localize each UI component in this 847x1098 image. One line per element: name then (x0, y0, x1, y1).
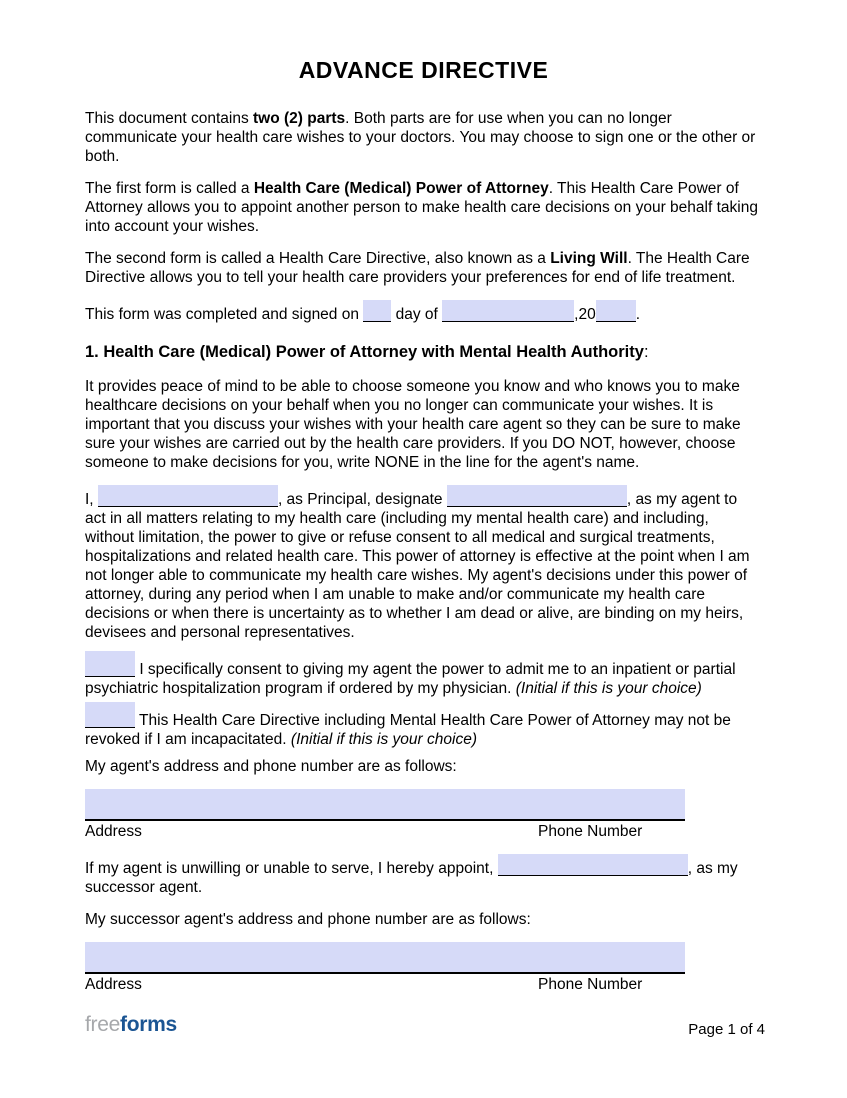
intro-paragraph-1 (85, 109, 762, 166)
intro-2-pre: The first form is called a (85, 180, 250, 197)
year-field[interactable] (596, 300, 636, 322)
agent-name-field[interactable] (447, 485, 627, 507)
successor-address-caption: Address (85, 976, 142, 993)
day-field[interactable] (363, 300, 391, 322)
agent-address-label: My agent's address and phone number are as follows: (85, 758, 457, 775)
intro-paragraph-2 (85, 179, 762, 236)
successor-address-field[interactable] (85, 942, 685, 974)
designation-post: , as my agent to act in all matters relating to my health care (including my mental health care) and including, without limitation, the power to give or refuse consent to all medical and surgical treatments, hospitalizations and related health care. This power of attorney is effective at the point when I am not longer able to communicate my health care wishes. My agent's decisions under this power of attorney, during any period when I am unable to make and/or communicate my health care decisions or when there is uncertainty as to whether I am dead or alive, are binding on my heirs, devisees and personal representatives. (85, 491, 750, 641)
designation-paragraph (85, 485, 762, 642)
page-title: ADVANCE DIRECTIVE (298, 57, 549, 83)
successor-address-labels-row (85, 975, 762, 994)
section1-intro-paragraph: It provides peace of mind to be able to choose someone you know and who knows you to make healthcare decisions on your behalf when you no longer can communicate your wishes. It is important that you discuss your wishes with your health care agent so they can be sure to make sure your wishes are carried out by the health care providers. If you DO NOT, however, choose someone to make decisions for you, write NONE in the line for the agent's name. (85, 378, 741, 471)
successor-pre: If my agent is unwilling or unable to serve, I hereby appoint, (85, 860, 494, 877)
successor-post: , as my successor agent. (85, 860, 738, 896)
logo-free-text: free (85, 1013, 120, 1036)
section1-heading-colon: : (643, 343, 649, 361)
intro-3-pre: The second form is called a Health Care Directive, also known as a (85, 250, 546, 267)
page-footer (85, 1012, 765, 1042)
intro-2-bold: Health Care (Medical) Power of Attorney (253, 180, 549, 197)
psychiatric-consent-note: (Initial if this is your choice) (515, 680, 702, 697)
intro-3-bold: Living Will (550, 250, 628, 267)
signed-line-comma-20: ,20 (574, 306, 596, 323)
intro-1-bold: two (2) parts (253, 110, 346, 127)
revocation-text: This Health Care Directive including Mental Health Care Power of Attorney may not be revoked if I am incapacitated. (85, 712, 731, 748)
psychiatric-consent-initials-field[interactable] (85, 651, 135, 677)
intro-3-post: . The Health Care Directive allows you to tell your health care providers your preferences for end of life treatment. (85, 250, 750, 286)
agent-address-block (85, 789, 762, 841)
agent-phone-caption: Phone Number (538, 823, 643, 840)
section1-heading (85, 342, 762, 362)
successor-name-field[interactable] (498, 854, 688, 876)
successor-appointment-paragraph (85, 854, 762, 897)
successor-address-block (85, 942, 762, 994)
designation-mid: , as Principal, designate (277, 491, 443, 508)
intro-paragraph-3 (85, 249, 762, 287)
agent-address-labels-row (85, 822, 762, 841)
intro-1-pre: This document contains (85, 110, 249, 127)
psychiatric-consent-clause (85, 651, 762, 698)
signed-date-line (85, 300, 762, 324)
revocation-note: (Initial if this is your choice) (290, 731, 477, 748)
month-field[interactable] (442, 300, 574, 322)
signed-line-day-of: day of (395, 306, 438, 323)
successor-address-label: My successor agent's address and phone number are as follows: (85, 911, 531, 928)
document-content (85, 56, 762, 1007)
agent-address-caption: Address (85, 823, 142, 840)
successor-phone-caption: Phone Number (538, 976, 643, 993)
psychiatric-consent-text: I specifically consent to giving my agent the power to admit me to an inpatient or partial psychiatric hospitalization program if ordered by my physician. (85, 661, 736, 697)
designation-pre: I, (85, 491, 94, 508)
intro-1-post: . Both parts are for use when you can no longer communicate your health care wishes to your doctors. You may choose to sign one or the other or both. (85, 110, 756, 165)
no-revoke-initials-field[interactable] (85, 702, 135, 728)
agent-address-field[interactable] (85, 789, 685, 821)
page-number-indicator: Page 1 of 4 (688, 1021, 765, 1038)
signed-line-pre: This form was completed and signed on (85, 306, 359, 323)
principal-name-field[interactable] (98, 485, 278, 507)
signed-line-period: . (635, 306, 641, 323)
intro-2-post: . This Health Care Power of Attorney allows you to appoint another person to make health care decisions on your behalf taking into account your wishes. (85, 180, 758, 235)
logo-forms-text: forms (120, 1013, 177, 1036)
freeforms-logo (85, 1012, 177, 1038)
section1-heading-text: 1. Health Care (Medical) Power of Attorney with Mental Health Authority (85, 343, 644, 361)
revocation-clause (85, 702, 762, 749)
